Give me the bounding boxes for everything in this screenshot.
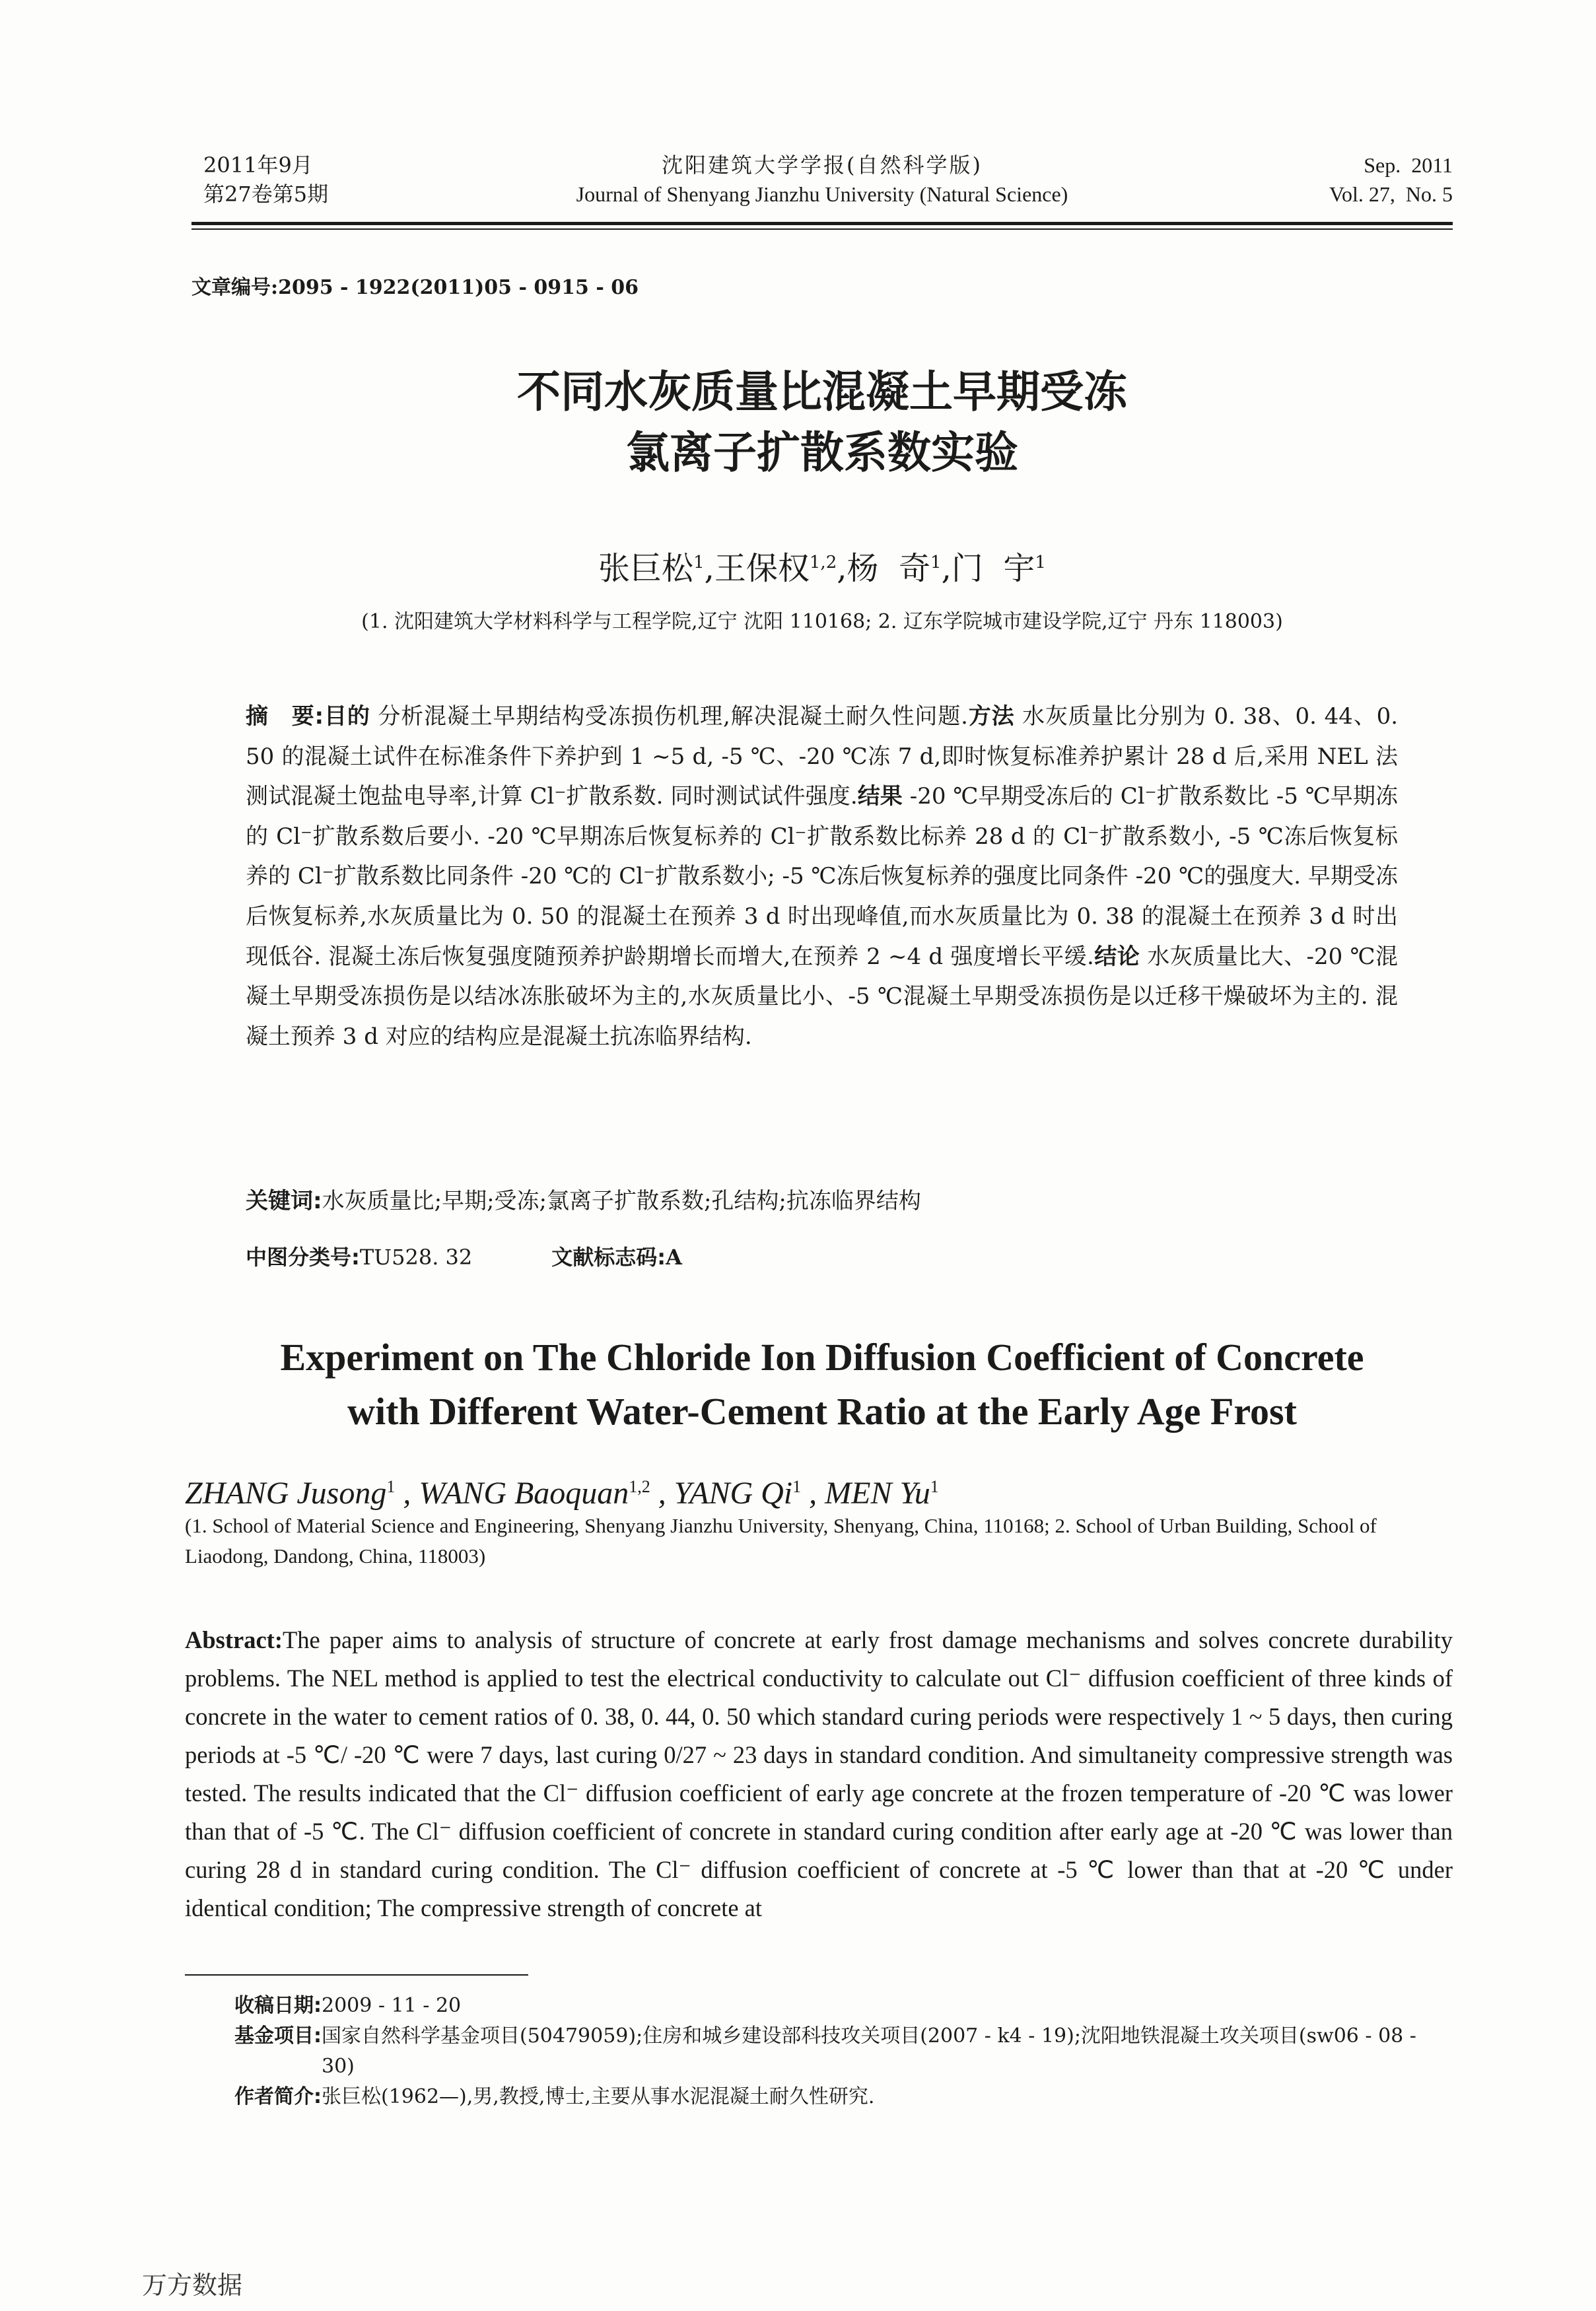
author-cn-sup: 1,2	[809, 553, 837, 572]
author-cn-name: 王保权	[714, 550, 810, 587]
header-journal	[462, 151, 1182, 209]
author-en-name: MEN Yu	[825, 1476, 930, 1511]
footnote-received	[234, 1991, 1453, 2021]
abstract-cn-method: 水灰质量比分别为 0. 38、0. 44、0. 50 的混凝土试件在标准条件下养护到 1 ~5 d, -5 ℃、-20 ℃冻 7 d,即时恢复标准养护累计 28 d 后,采用 NEL 法测试混凝土饱盐电导率,计算 Cl⁻扩散系数. 同时测试试件强度.	[246, 703, 1399, 810]
header-rule-thick	[191, 222, 1453, 225]
doc-code-label: 文献标志码:	[551, 1245, 666, 1270]
title-en	[191, 1330, 1453, 1439]
author-cn-name: 张巨松	[598, 550, 694, 587]
keywords-cn-label: 关键词:	[246, 1188, 322, 1214]
author-cn-sup: 1	[930, 553, 942, 572]
footnote-received-text: 2009 - 11 - 20	[322, 1994, 462, 2017]
title-cn	[191, 362, 1453, 483]
footnote-received-label: 收稿日期:	[234, 1994, 322, 2017]
abstract-en-text: The paper aims to analysis of structure of concrete at early frost damage mechanisms and solves concrete durability problems. The NEL method is applied to test the electrical conductivity to calculate out Cl⁻ diffusion coefficient of three kinds of concrete in the water to cement ratios of 0. 38, 0. 44, 0. 50 which standard curing periods were respectively 1 ~ 5 days, then curing periods at -5 ℃/ -20 ℃ were 7 days, last curing 0/27 ~ 23 days in standard condition. And simultaneity compressive strength was tested. The results indicated that the Cl⁻ diffusion coefficient of early age concrete at the frozen temperature of -20 ℃ was lower than that of -5 ℃. The Cl⁻ diffusion coefficient of concrete in standard curing condition after early age at -20 ℃ was lower than curing 28 d in standard curing condition. The Cl⁻ diffusion coefficient of concrete at -5 ℃ lower than that at -20 ℃ under identical condition; The compressive strength of concrete at	[185, 1626, 1453, 1921]
abstract-cn-result-label: 结果	[857, 783, 903, 810]
affiliation-en: (1. School of Material Science and Engineering, Shenyang Jianzhu University, Shenyang, China, 110168; 2. School of Urban Building, School of Liaodong, Dandong, China, 118003)	[185, 1514, 1377, 1568]
footnote-author	[234, 2082, 1453, 2112]
author-cn-name: 杨 奇	[847, 550, 931, 587]
footnote-rule	[185, 1974, 528, 1976]
author-cn-sup: 1	[693, 553, 705, 572]
title-cn-line2: 氯离子扩散系数实验	[626, 427, 1018, 478]
footnote-fund	[234, 2021, 1453, 2082]
header-journal-cn: 沈阳建筑大学学报(自然科学版)	[662, 153, 983, 178]
header-rule-thin	[191, 228, 1453, 230]
keywords-cn-text: 水灰质量比;早期;受冻;氯离子扩散系数;孔结构;抗冻临界结构	[322, 1188, 921, 1214]
header-volume-en: Vol. 27, No. 5	[1329, 182, 1453, 206]
title-en-line1: Experiment on The Chloride Ion Diffusion Coefficient of Concrete	[280, 1336, 1364, 1379]
abstract-cn-result: -20 ℃早期受冻后的 Cl⁻扩散系数比 -5 ℃早期冻的 Cl⁻扩散系数后要小. -20 ℃早期冻后恢复标养的 Cl⁻扩散系数比标养 28 d 的 Cl⁻扩散系数小, -5 ℃冻后恢复标养的 Cl⁻扩散系数比同条件 -20 ℃的 Cl⁻扩散系数小; -5 ℃冻后恢复标养的强度比同条件 -20 ℃的强度大. 早期受冻后恢复标养,水灰质量比为 0. 50 的混凝土在预养 3 d 时出现峰值,而水灰质量比为 0. 38 的混凝土在预养 3 d 时出现低谷. 混凝土冻后恢复强度随预养护龄期增长而增大,在预养 2 ~4 d 强度增长平缓.	[246, 783, 1399, 970]
author-en-name: YANG Qi	[674, 1476, 793, 1511]
header-issue-cn	[203, 151, 328, 209]
author-en-name: ZHANG Jusong	[185, 1476, 387, 1511]
article-number: 文章编号:2095 - 1922(2011)05 - 0915 - 06	[191, 276, 639, 299]
keywords-cn	[246, 1185, 1398, 1217]
footnotes	[234, 1991, 1453, 2112]
author-cn-sup: 1	[1035, 553, 1046, 572]
abstract-cn-purpose-label: 目的	[324, 703, 370, 730]
author-en-sup: 1	[930, 1477, 939, 1496]
authors-en: ZHANG Jusong$^1$ , WANG Baoquan$^{1,2}$ , YANG Qi$^1$ , MEN Yu$^1$	[185, 1476, 939, 1511]
header-date-cn: 2011年9月	[203, 153, 313, 178]
header-journal-en: Journal of Shenyang Jianzhu University (Natural Science)	[576, 182, 1068, 206]
watermark: 万方数据	[142, 2271, 243, 2300]
doc-code: A	[666, 1245, 682, 1270]
abstract-cn-conclusion-label: 结论	[1093, 943, 1140, 970]
abstract-cn	[246, 697, 1398, 1056]
author-en-name: WANG Baoquan	[419, 1476, 629, 1511]
abstract-cn-purpose: 分析混凝土早期结构受冻损伤机理,解决混凝土耐久性问题.	[370, 703, 968, 730]
abstract-cn-label: 摘 要:	[246, 703, 324, 730]
abstract-en-label: Abstract:	[185, 1626, 283, 1653]
footnote-author-text: 张巨松(1962—),男,教授,博士,主要从事水泥混凝土耐久性研究.	[322, 2085, 875, 2108]
footnote-author-label: 作者简介:	[234, 2085, 322, 2108]
footnote-fund-label: 基金项目:	[234, 2024, 322, 2048]
abstract-en	[185, 1621, 1453, 1927]
abstract-cn-conclusion: 水灰质量比大、-20 ℃混凝土早期受冻损伤是以结冰冻胀破坏为主的,水灰质量比小、-5 ℃混凝土早期受冻损伤是以迁移干燥破坏为主的. 混凝土预养 3 d 对应的结构应是混凝土抗冻临界结构.	[246, 943, 1399, 1050]
header-date-en: Sep. 2011	[1364, 153, 1453, 177]
author-cn-name: 门 宇	[951, 550, 1035, 587]
clc-label: 中图分类号:	[246, 1245, 360, 1270]
header-issue-en	[1329, 151, 1453, 209]
author-en-sup: 1,2	[629, 1477, 650, 1496]
author-en-sup: 1	[792, 1477, 802, 1496]
clc-code: TU528. 32	[359, 1245, 473, 1270]
title-en-line2: with Different Water-Cement Ratio at the Early Age Frost	[347, 1390, 1297, 1433]
header-volume-cn: 第27卷第5期	[203, 182, 329, 207]
abstract-cn-method-label: 方法	[967, 703, 1015, 730]
footnote-fund-text: 国家自然科学基金项目(50479059);住房和城乡建设部科技攻关项目(2007 - k4 - 19);沈阳地铁混凝土攻关项目(sw06 - 08 - 30)	[322, 2024, 1416, 2078]
authors-cn: 张巨松$^1$,王保权$^{1,2}$,杨 奇$^1$,门 宇$^1$	[598, 550, 1046, 587]
affiliation-cn: (1. 沈阳建筑大学材料科学与工程学院,辽宁 沈阳 110168; 2. 辽东学院城市建设学院,辽宁 丹东 118003)	[361, 610, 1283, 633]
author-en-sup: 1	[386, 1477, 396, 1496]
title-cn-line1: 不同水灰质量比混凝土早期受冻	[517, 366, 1127, 417]
classification-cn	[246, 1243, 682, 1272]
